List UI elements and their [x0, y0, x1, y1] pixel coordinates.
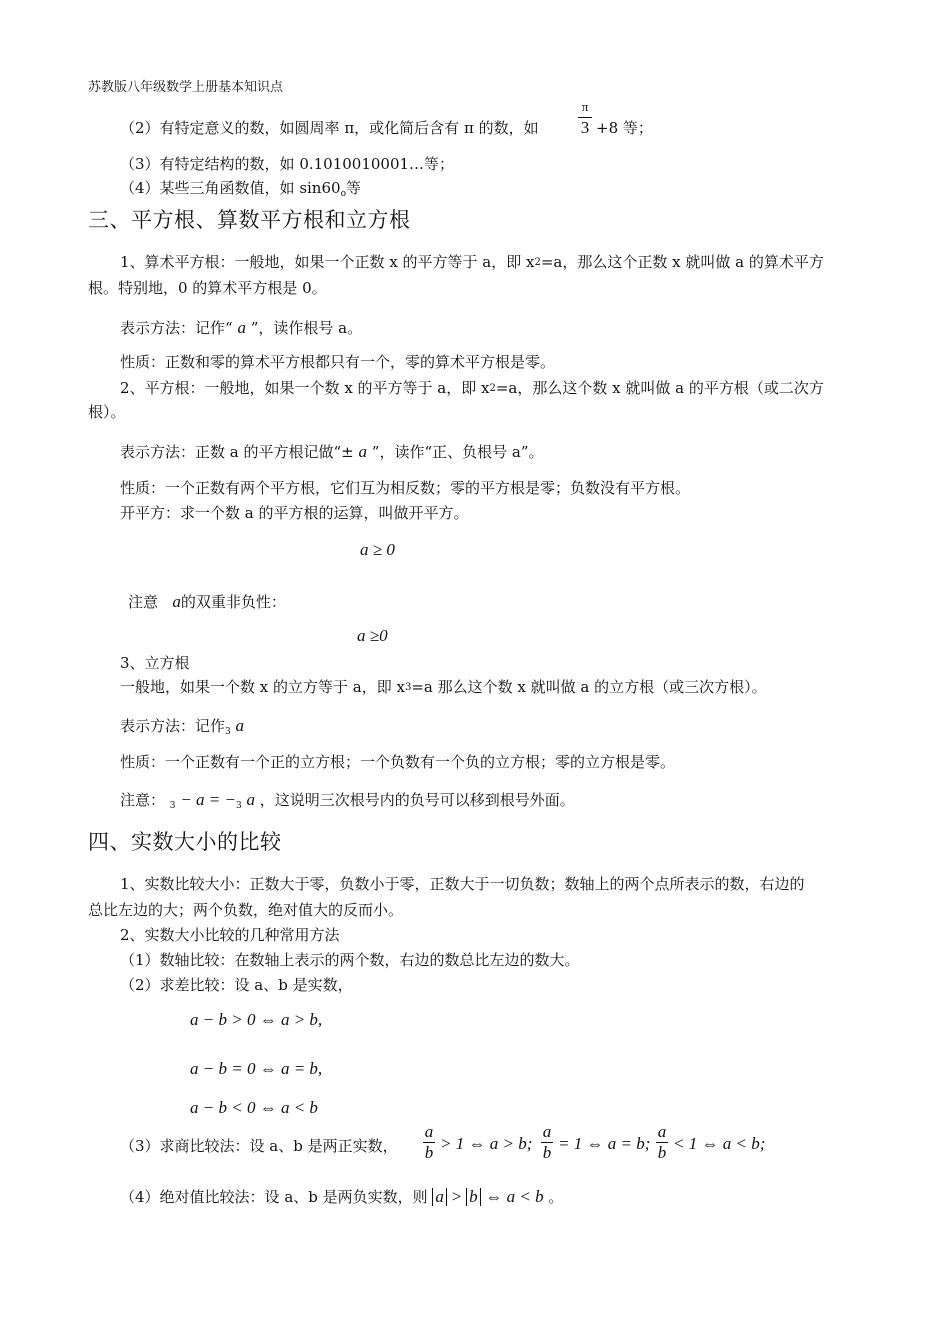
notation-line: 表示方法：记作“ a ”，读作根号 a。: [120, 318, 363, 337]
formula: a − b < 0 ⇔ a < b: [190, 1098, 318, 1117]
formula: < 1 ⇔ a < b;: [673, 1134, 766, 1153]
fraction-pi-over-3: π 3: [578, 98, 592, 137]
paragraph: 1、算术平方根：一般地，如果一个正数 x 的平方等于 a，即 $x^2=a$，那么这个正数 x 就叫做 a 的算术平方: [120, 253, 824, 271]
paragraph: 1、实数比较大小：正数大于零，负数小于零，正数大于一切负数；数轴上的两个点所表示的数，右边的: [120, 875, 805, 893]
fraction-a-over-b: a b: [657, 1122, 667, 1162]
notation-line: 表示方法：正数 a 的平方根记做“± a ”，读作“正、负根号 a”。: [120, 442, 544, 461]
definition-line: 开平方：求一个数 a 的平方根的运算，叫做开平方。: [120, 504, 469, 522]
text-line: （3）有特定结构的数，如 0.1010010001…等；: [120, 155, 455, 173]
formula: > 1 ⇔ a > b;: [440, 1134, 533, 1153]
subheading: 3、立方根: [120, 654, 190, 672]
property-line: 性质：一个正数有两个平方根，它们互为相反数；零的平方根是零；负数没有平方根。: [120, 479, 691, 497]
note-line: 注意： $_3 - a = -_3$ a ，这说明三次根号内的负号可以移到根号外面。: [120, 790, 575, 811]
notation-line: 表示方法：记作$_3$ a: [120, 716, 245, 737]
equation: a ≥ 0: [360, 540, 395, 559]
paragraph: 根。特别地，0 的算术平方根是 0。: [88, 279, 327, 297]
formula: a − b > 0 ⇔ a > b,: [190, 1010, 323, 1029]
property-line: 性质：正数和零的算术平方根都只有一个，零的算术平方根是零。: [120, 353, 556, 371]
paragraph: 2、平方根：一般地，如果一个数 x 的平方等于 a，即 $x^2=a$，那么这个数 x 就叫做 a 的平方根（或二次方: [120, 379, 824, 397]
formula: a − b = 0 ⇔ a = b,: [190, 1059, 323, 1078]
section-heading-4: 四、实数大小的比较: [88, 830, 282, 854]
text-line: （4）某些三角函数值，如 $\sin 60_o$等: [120, 179, 361, 199]
section-heading-3: 三、平方根、算数平方根和立方根: [88, 208, 411, 232]
method-line: （4）绝对值比较法：设 a、b 是两负实数，则 a > b ⇔ a < b 。: [120, 1187, 564, 1206]
page-header: 苏教版八年级数学上册基本知识点: [88, 80, 284, 95]
paragraph: 总比左边的大；两个负数，绝对值大的反而小。: [88, 901, 404, 919]
method-line: （3）求商比较法：设 a、b 是两正实数，: [120, 1137, 398, 1155]
equation: a ≥0: [357, 626, 388, 645]
subheading: 2、实数大小比较的几种常用方法: [120, 926, 340, 944]
method-line: （2）求差比较：设 a、b 是实数，: [120, 976, 353, 994]
paragraph: 一般地，如果一个数 x 的立方等于 a，即 $x^3=a$ 那么这个数 x 就叫做 a 的立方根（或三次方根）。: [120, 678, 767, 696]
paragraph: 根）。: [88, 403, 126, 421]
formula: = 1 ⇔ a = b;: [558, 1134, 651, 1153]
text-line: +8 等；: [596, 119, 653, 137]
property-line: 性质：一个正数有一个正的立方根；一个负数有一个负的立方根；零的立方根是零。: [120, 753, 676, 771]
fraction-a-over-b: a b: [424, 1122, 434, 1162]
fraction-a-over-b: a b: [542, 1122, 552, 1162]
text-line: （2）有特定意义的数，如圆周率 π，或化简后含有 π 的数，如: [120, 119, 539, 137]
method-line: （1）数轴比较：在数轴上表示的两个数，右边的数总比左边的数大。: [120, 951, 580, 969]
note-line: 注意 a的双重非负性：: [128, 592, 286, 611]
